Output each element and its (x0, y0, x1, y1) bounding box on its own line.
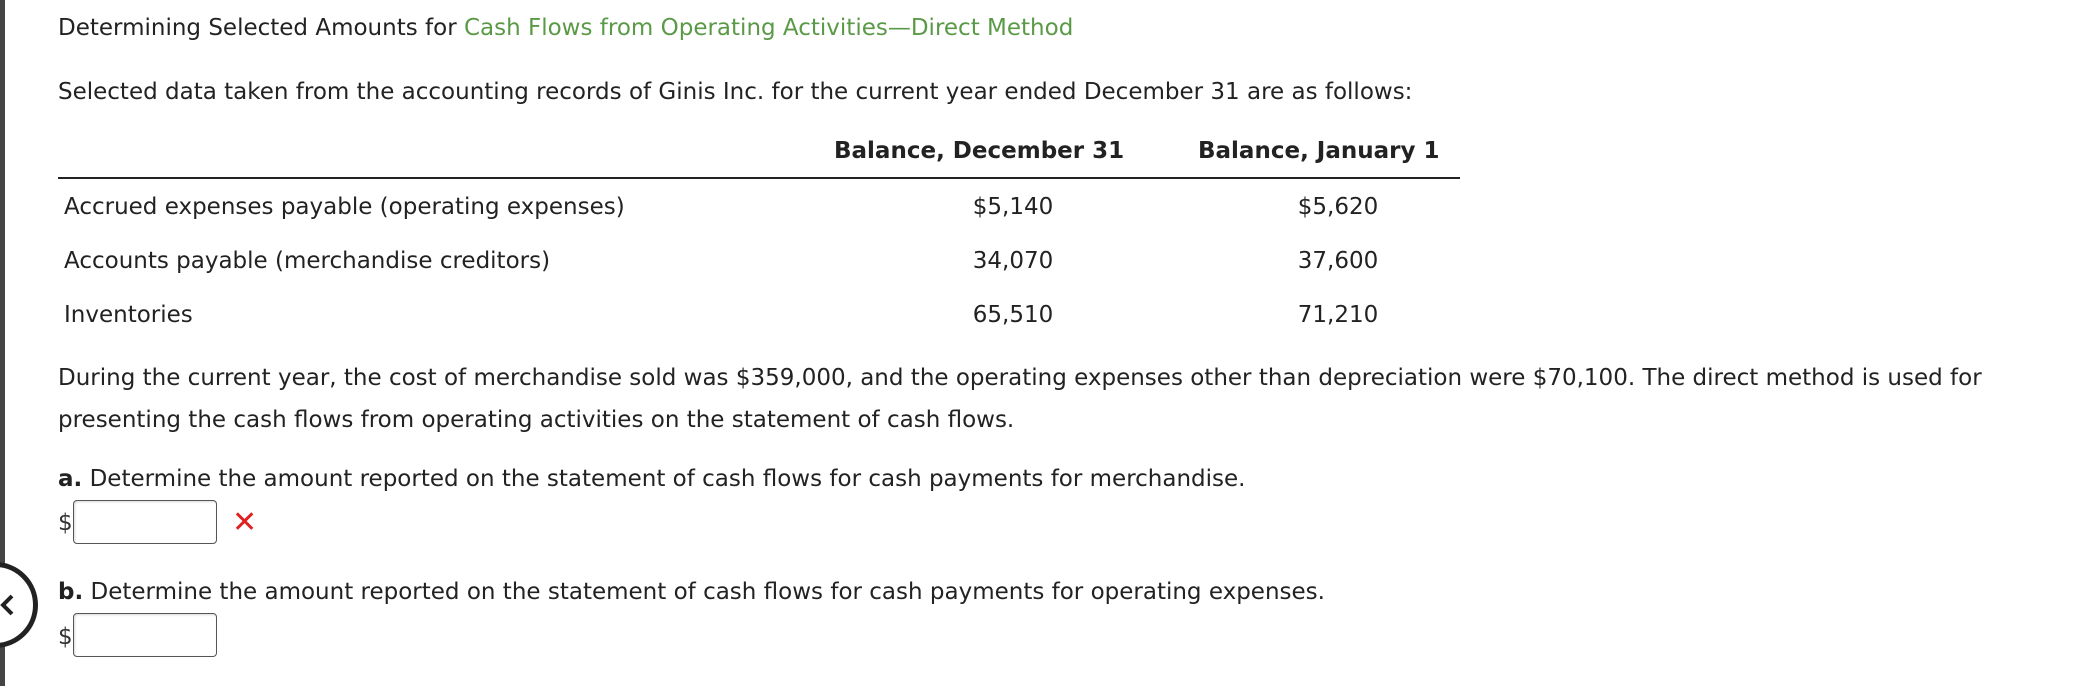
intro-text: Selected data taken from the accounting records of Ginis Inc. for the current year ended December 31 are as follows: (58, 79, 1413, 105)
question-a-text: Determine the amount reported on the statement of cash flows for cash payments for merchandise. (82, 466, 1246, 492)
row-value-jan: 71,210 (1297, 302, 1379, 328)
problem-title (58, 13, 1073, 43)
row-label: Accounts payable (merchandise creditors) (64, 248, 551, 274)
table-header-rule (58, 177, 1460, 179)
chevron-left-icon (0, 593, 15, 617)
table-row (58, 246, 1460, 276)
question-a-letter: a. (58, 466, 83, 492)
row-value-jan: 37,600 (1297, 248, 1379, 274)
question-b (58, 577, 1325, 607)
question-b-text: Determine the amount reported on the statement of cash flows for cash payments for operating expenses. (83, 579, 1325, 605)
table-row (58, 192, 1460, 222)
row-value-dec: 34,070 (972, 248, 1054, 274)
question-b-letter: b. (58, 579, 84, 605)
question-a (58, 464, 1245, 494)
paragraph-line-1: During the current year, the cost of merchandise sold was $359,000, and the operating expenses other than depreciation were $70,100. The direct method is used for (58, 365, 1982, 391)
row-value-dec: $5,140 (972, 194, 1054, 220)
title-topic-link[interactable]: Cash Flows from Operating Activities—Direct Method (463, 15, 1074, 41)
row-value-dec: 65,510 (972, 302, 1054, 328)
scenario-paragraph (58, 357, 2084, 441)
currency-symbol-b: $ (58, 624, 73, 650)
title-prefix: Determining Selected Amounts for (58, 15, 464, 41)
x-mark-icon: ✕ (232, 505, 258, 540)
header-balance-dec-31: Balance, December 31 (834, 138, 1125, 164)
currency-symbol-a: $ (58, 510, 73, 536)
row-label: Accrued expenses payable (operating expenses) (64, 194, 625, 220)
row-label: Inventories (64, 302, 193, 328)
answer-b-input[interactable] (73, 613, 217, 657)
header-balance-jan-1: Balance, January 1 (1198, 138, 1440, 164)
table-row (58, 300, 1460, 330)
previous-nav-button[interactable] (0, 562, 38, 648)
paragraph-line-2: presenting the cash flows from operating activities on the statement of cash flows. (58, 407, 1015, 433)
answer-a-input[interactable] (73, 500, 217, 544)
row-value-jan: $5,620 (1297, 194, 1379, 220)
